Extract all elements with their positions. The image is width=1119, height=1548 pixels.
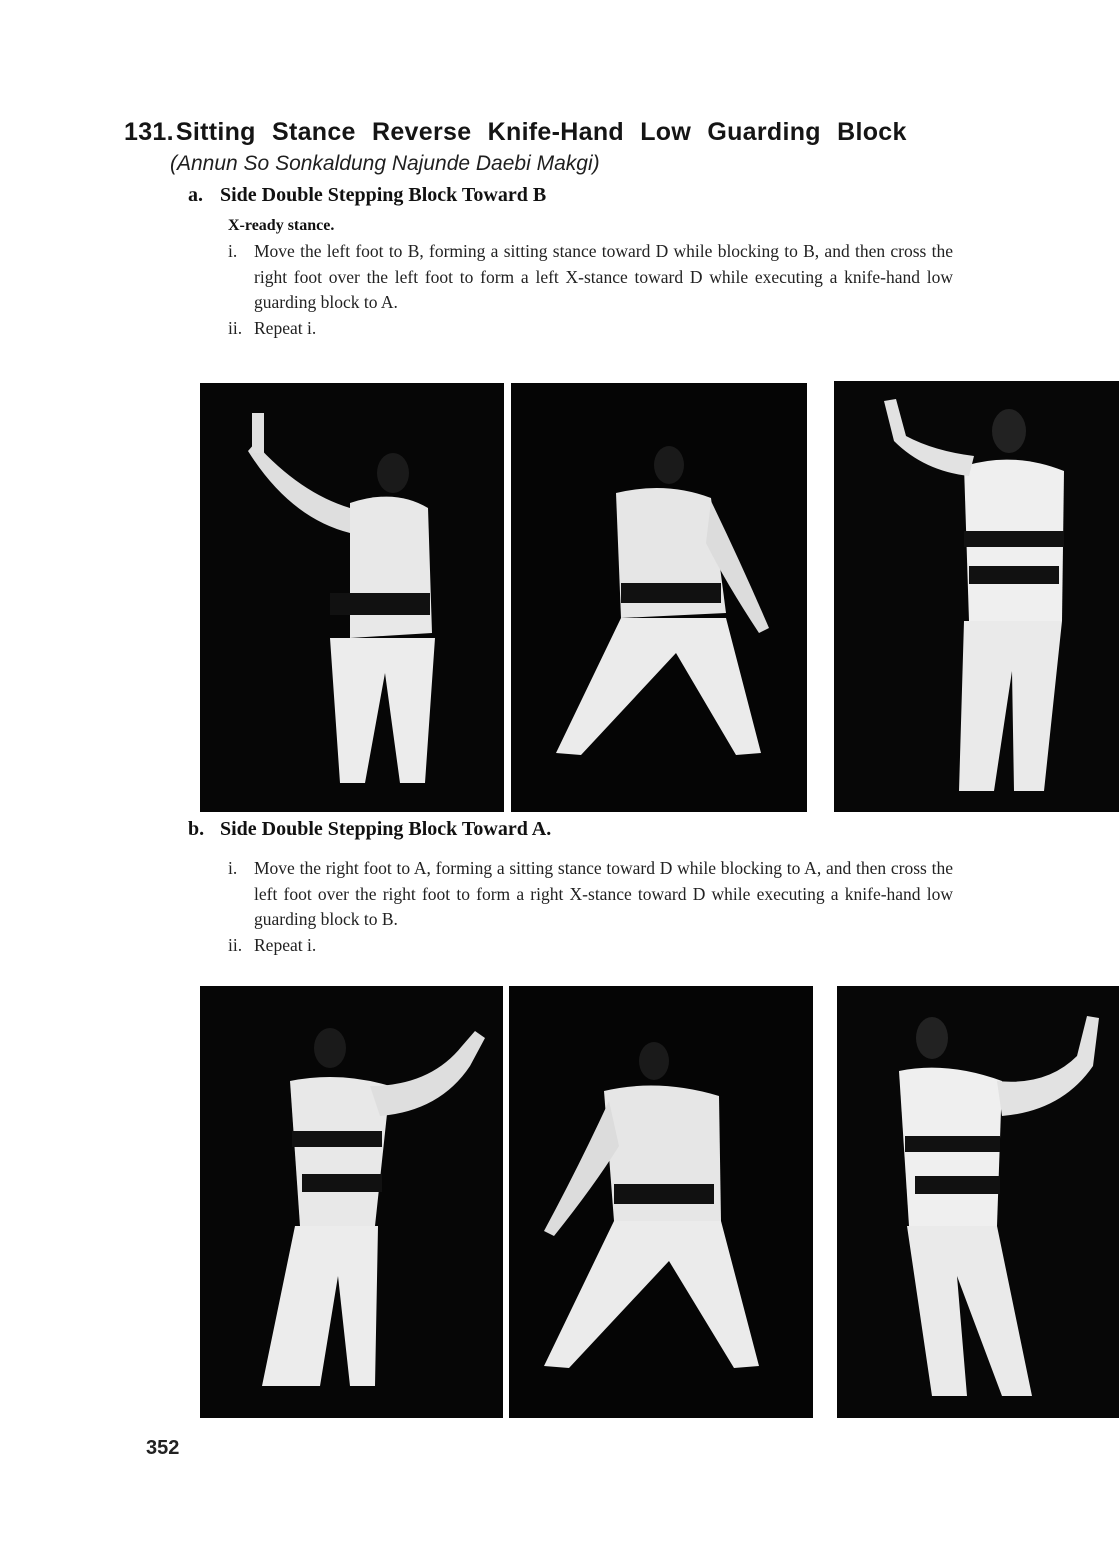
- step-text: Repeat i.: [254, 934, 317, 955]
- subsection-a-heading: [188, 184, 546, 207]
- subsection-b-heading: [188, 818, 551, 841]
- photo-b-2: [509, 986, 813, 1418]
- ready-stance: X-ready stance.: [228, 217, 335, 234]
- step-numeral: ii.: [228, 934, 243, 955]
- section-title: Sitting Stance Reverse Knife-Hand Low Guarding Block: [175, 118, 907, 146]
- photo-a-3: [834, 381, 1119, 812]
- photo-a-1: [200, 383, 504, 812]
- step-item: [228, 933, 953, 959]
- section-subtitle: (Annun So Sonkaldung Najunde Daebi Makgi): [170, 152, 600, 175]
- subsection-b-steps: [228, 856, 953, 958]
- subsection-title: Side Double Stepping Block Toward A.: [220, 818, 552, 840]
- subsection-a-steps: [228, 239, 953, 341]
- martial-artist-figure-icon: [837, 986, 1119, 1418]
- martial-artist-figure-icon: [200, 986, 503, 1418]
- step-item: [228, 856, 953, 933]
- step-text: Repeat i.: [254, 317, 317, 338]
- step-text: Move the left foot to B, forming a sitting stance toward D while blocking to B, and then cross the right foot over the left foot to form a left X-stance toward D while executing a knife-hand low guarding block to A.: [254, 241, 953, 312]
- subsection-letter: a.: [188, 184, 203, 206]
- martial-artist-figure-icon: [200, 383, 504, 812]
- subsection-title: Side Double Stepping Block Toward B: [220, 184, 547, 206]
- step-text: Move the right foot to A, forming a sitting stance toward D while blocking to A, and then cross the left foot over the right foot to form a right X-stance toward D while executing a knife-hand low guarding block to B.: [254, 858, 953, 929]
- subsection-letter: b.: [188, 818, 205, 840]
- photo-b-1: [200, 986, 503, 1418]
- martial-artist-figure-icon: [509, 986, 813, 1418]
- page-number: 352: [146, 1437, 180, 1459]
- step-numeral: ii.: [228, 317, 243, 338]
- step-item: [228, 239, 953, 316]
- step-numeral: i.: [228, 241, 238, 261]
- martial-artist-figure-icon: [511, 383, 807, 812]
- photo-b-3: [837, 986, 1119, 1418]
- section-heading: [124, 118, 907, 147]
- martial-artist-figure-icon: [834, 381, 1119, 812]
- section-number: 131.: [124, 118, 174, 146]
- step-item: [228, 316, 953, 342]
- photo-a-2: [511, 383, 807, 812]
- step-numeral: i.: [228, 858, 238, 878]
